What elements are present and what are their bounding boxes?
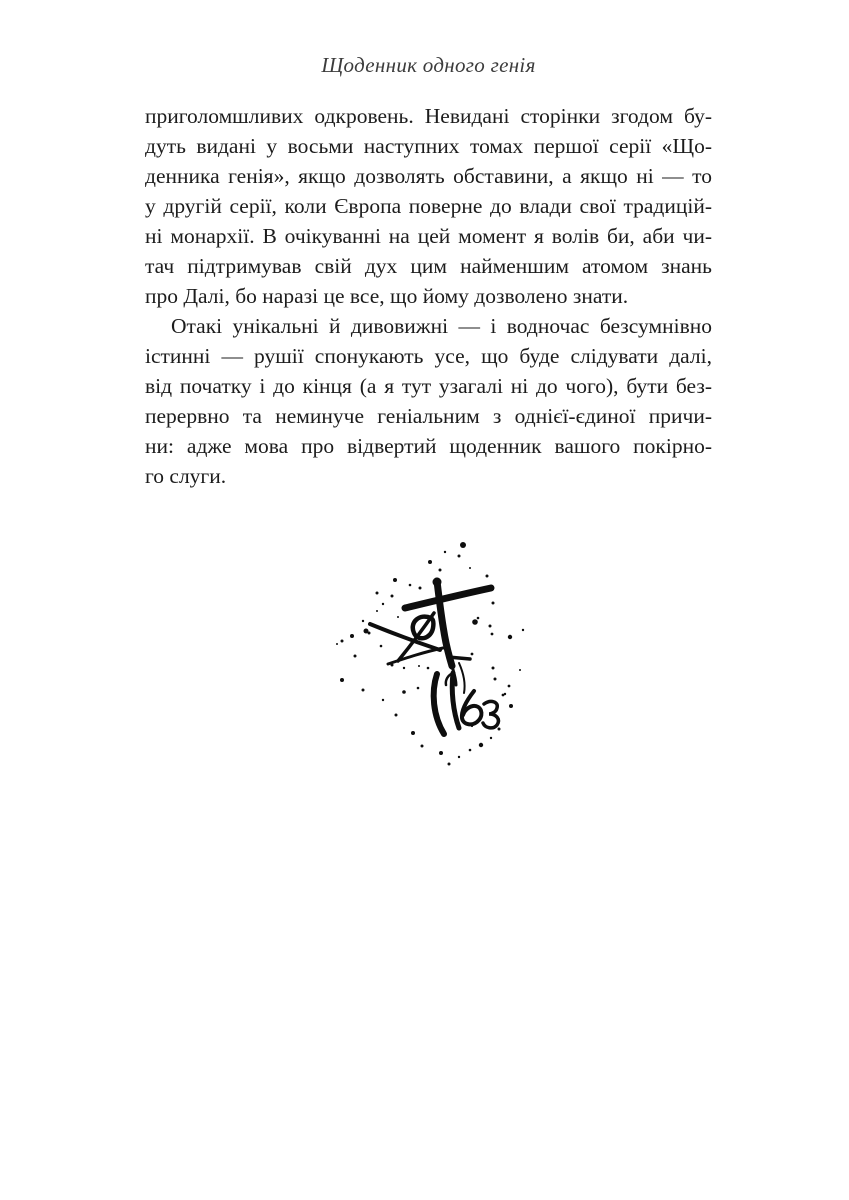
signature-strokes: [370, 581, 498, 734]
running-header: Щоденник одного генія: [321, 53, 536, 77]
text-line: у другій серії, коли Європа поверне до влади свої традицій-: [145, 194, 712, 218]
text-line: істинні — рушії спонукають усе, що буде слідувати далі,: [145, 344, 712, 368]
text-block: [145, 101, 712, 491]
ink-splatter-dots: [336, 542, 524, 766]
text-line: го слуги.: [145, 464, 227, 488]
paragraph: [145, 101, 712, 311]
text-line: приголомшливих одкровень. Невидані сторінки згодом бу-: [145, 104, 712, 128]
text-line: про Далі, бо наразі це все, що йому дозволено знати.: [145, 284, 629, 308]
text-line: Отакі унікальні й дивовижні — і водночас безсумнівно: [171, 314, 712, 338]
text-line: денника генія», якщо дозволять обставини, а якщо ні — то: [145, 164, 712, 188]
text-line: дуть видані у восьми наступних томах першої серії «Що-: [145, 134, 712, 158]
dali-ink-signature-icon: [330, 535, 540, 770]
text-line: ни: адже мова про відвертий щоденник вашого покірно-: [145, 434, 712, 458]
text-line: тач підтримував свій дух цим найменшим атомом знань: [145, 254, 712, 278]
dali-signature-figure: [330, 535, 540, 770]
paragraph: [145, 311, 712, 491]
text-line: перервно та неминуче геніальним з однієї-єдиної причи-: [145, 404, 712, 428]
text-line: від початку і до кінця (а я тут узагалі ні до чого), бути без-: [145, 374, 712, 398]
text-line: ні монархії. В очікуванні на цей момент я волів би, аби чи-: [145, 224, 712, 248]
